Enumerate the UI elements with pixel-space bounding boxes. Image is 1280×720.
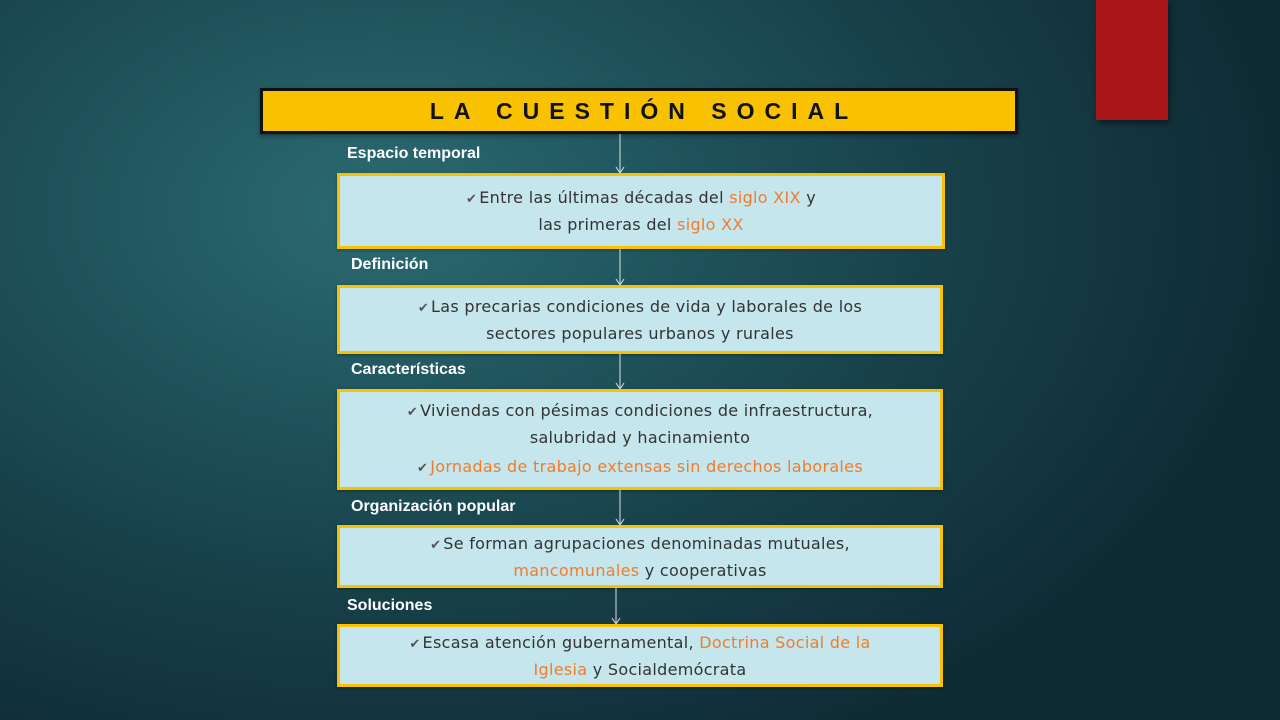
list-item-continuation: salubridad y hacinamiento xyxy=(529,428,751,447)
red-accent-tab xyxy=(1096,0,1168,120)
item-text: Viviendas con pésimas condiciones de infraestructura, xyxy=(420,401,874,420)
title-bar xyxy=(260,88,1018,134)
item-highlight: mancomunales xyxy=(513,560,640,580)
list-item xyxy=(340,398,940,425)
item-highlight: Iglesia xyxy=(533,659,588,679)
list-item-continuation xyxy=(340,657,940,682)
checkmark-icon: ✔ xyxy=(409,636,421,652)
connector-arrow-2 xyxy=(615,249,625,286)
section-label-organizacion-popular: Organización popular xyxy=(351,498,516,515)
connector-arrow-3 xyxy=(615,354,625,390)
section-label-caracteristicas: Características xyxy=(351,361,466,378)
item-text: y xyxy=(800,188,816,207)
connector-arrow-1 xyxy=(615,134,625,174)
list-item xyxy=(340,531,940,558)
item-text: las primeras del xyxy=(538,215,678,234)
box-soluciones xyxy=(337,624,943,687)
item-highlight: Jornadas de trabajo extensas sin derechos laborales xyxy=(430,457,863,476)
checkmark-icon: ✔ xyxy=(466,192,478,207)
box-organizacion-popular xyxy=(337,525,943,588)
section-label-definicion: Definición xyxy=(351,256,429,273)
item-text: y Socialdemócrata xyxy=(587,659,747,679)
item-highlight: siglo XX xyxy=(677,215,744,234)
item-text: Escasa atención gubernamental, xyxy=(422,632,700,652)
item-highlight: Doctrina Social de la xyxy=(699,632,871,652)
connector-arrow-4 xyxy=(615,490,625,526)
item-text: y cooperativas xyxy=(639,560,767,580)
checkmark-icon: ✔ xyxy=(430,537,442,553)
list-item xyxy=(340,294,940,321)
list-item xyxy=(340,185,942,212)
section-label-espacio-temporal: Espacio temporal xyxy=(347,145,481,162)
connector-arrow-5 xyxy=(611,588,621,625)
box-espacio-temporal xyxy=(337,173,945,249)
checkmark-icon: ✔ xyxy=(406,405,419,420)
item-text: Se forman agrupaciones denominadas mutuales, xyxy=(443,533,850,553)
list-item xyxy=(340,630,940,657)
item-highlight: siglo XIX xyxy=(729,188,801,207)
checkmark-icon: ✔ xyxy=(417,461,429,476)
list-item xyxy=(340,454,940,481)
checkmark-icon: ✔ xyxy=(417,300,430,316)
item-text: Entre las últimas décadas del xyxy=(479,188,730,207)
list-item-continuation xyxy=(340,212,942,237)
box-caracteristicas xyxy=(337,389,943,490)
page-title: LA CUESTIÓN SOCIAL xyxy=(429,97,859,124)
item-text: Las precarias condiciones de vida y laborales de los xyxy=(431,296,863,316)
section-label-soluciones: Soluciones xyxy=(347,597,433,614)
list-item-continuation: sectores populares urbanos y rurales xyxy=(486,323,794,343)
box-definicion xyxy=(337,285,943,354)
list-item-continuation xyxy=(340,558,940,583)
